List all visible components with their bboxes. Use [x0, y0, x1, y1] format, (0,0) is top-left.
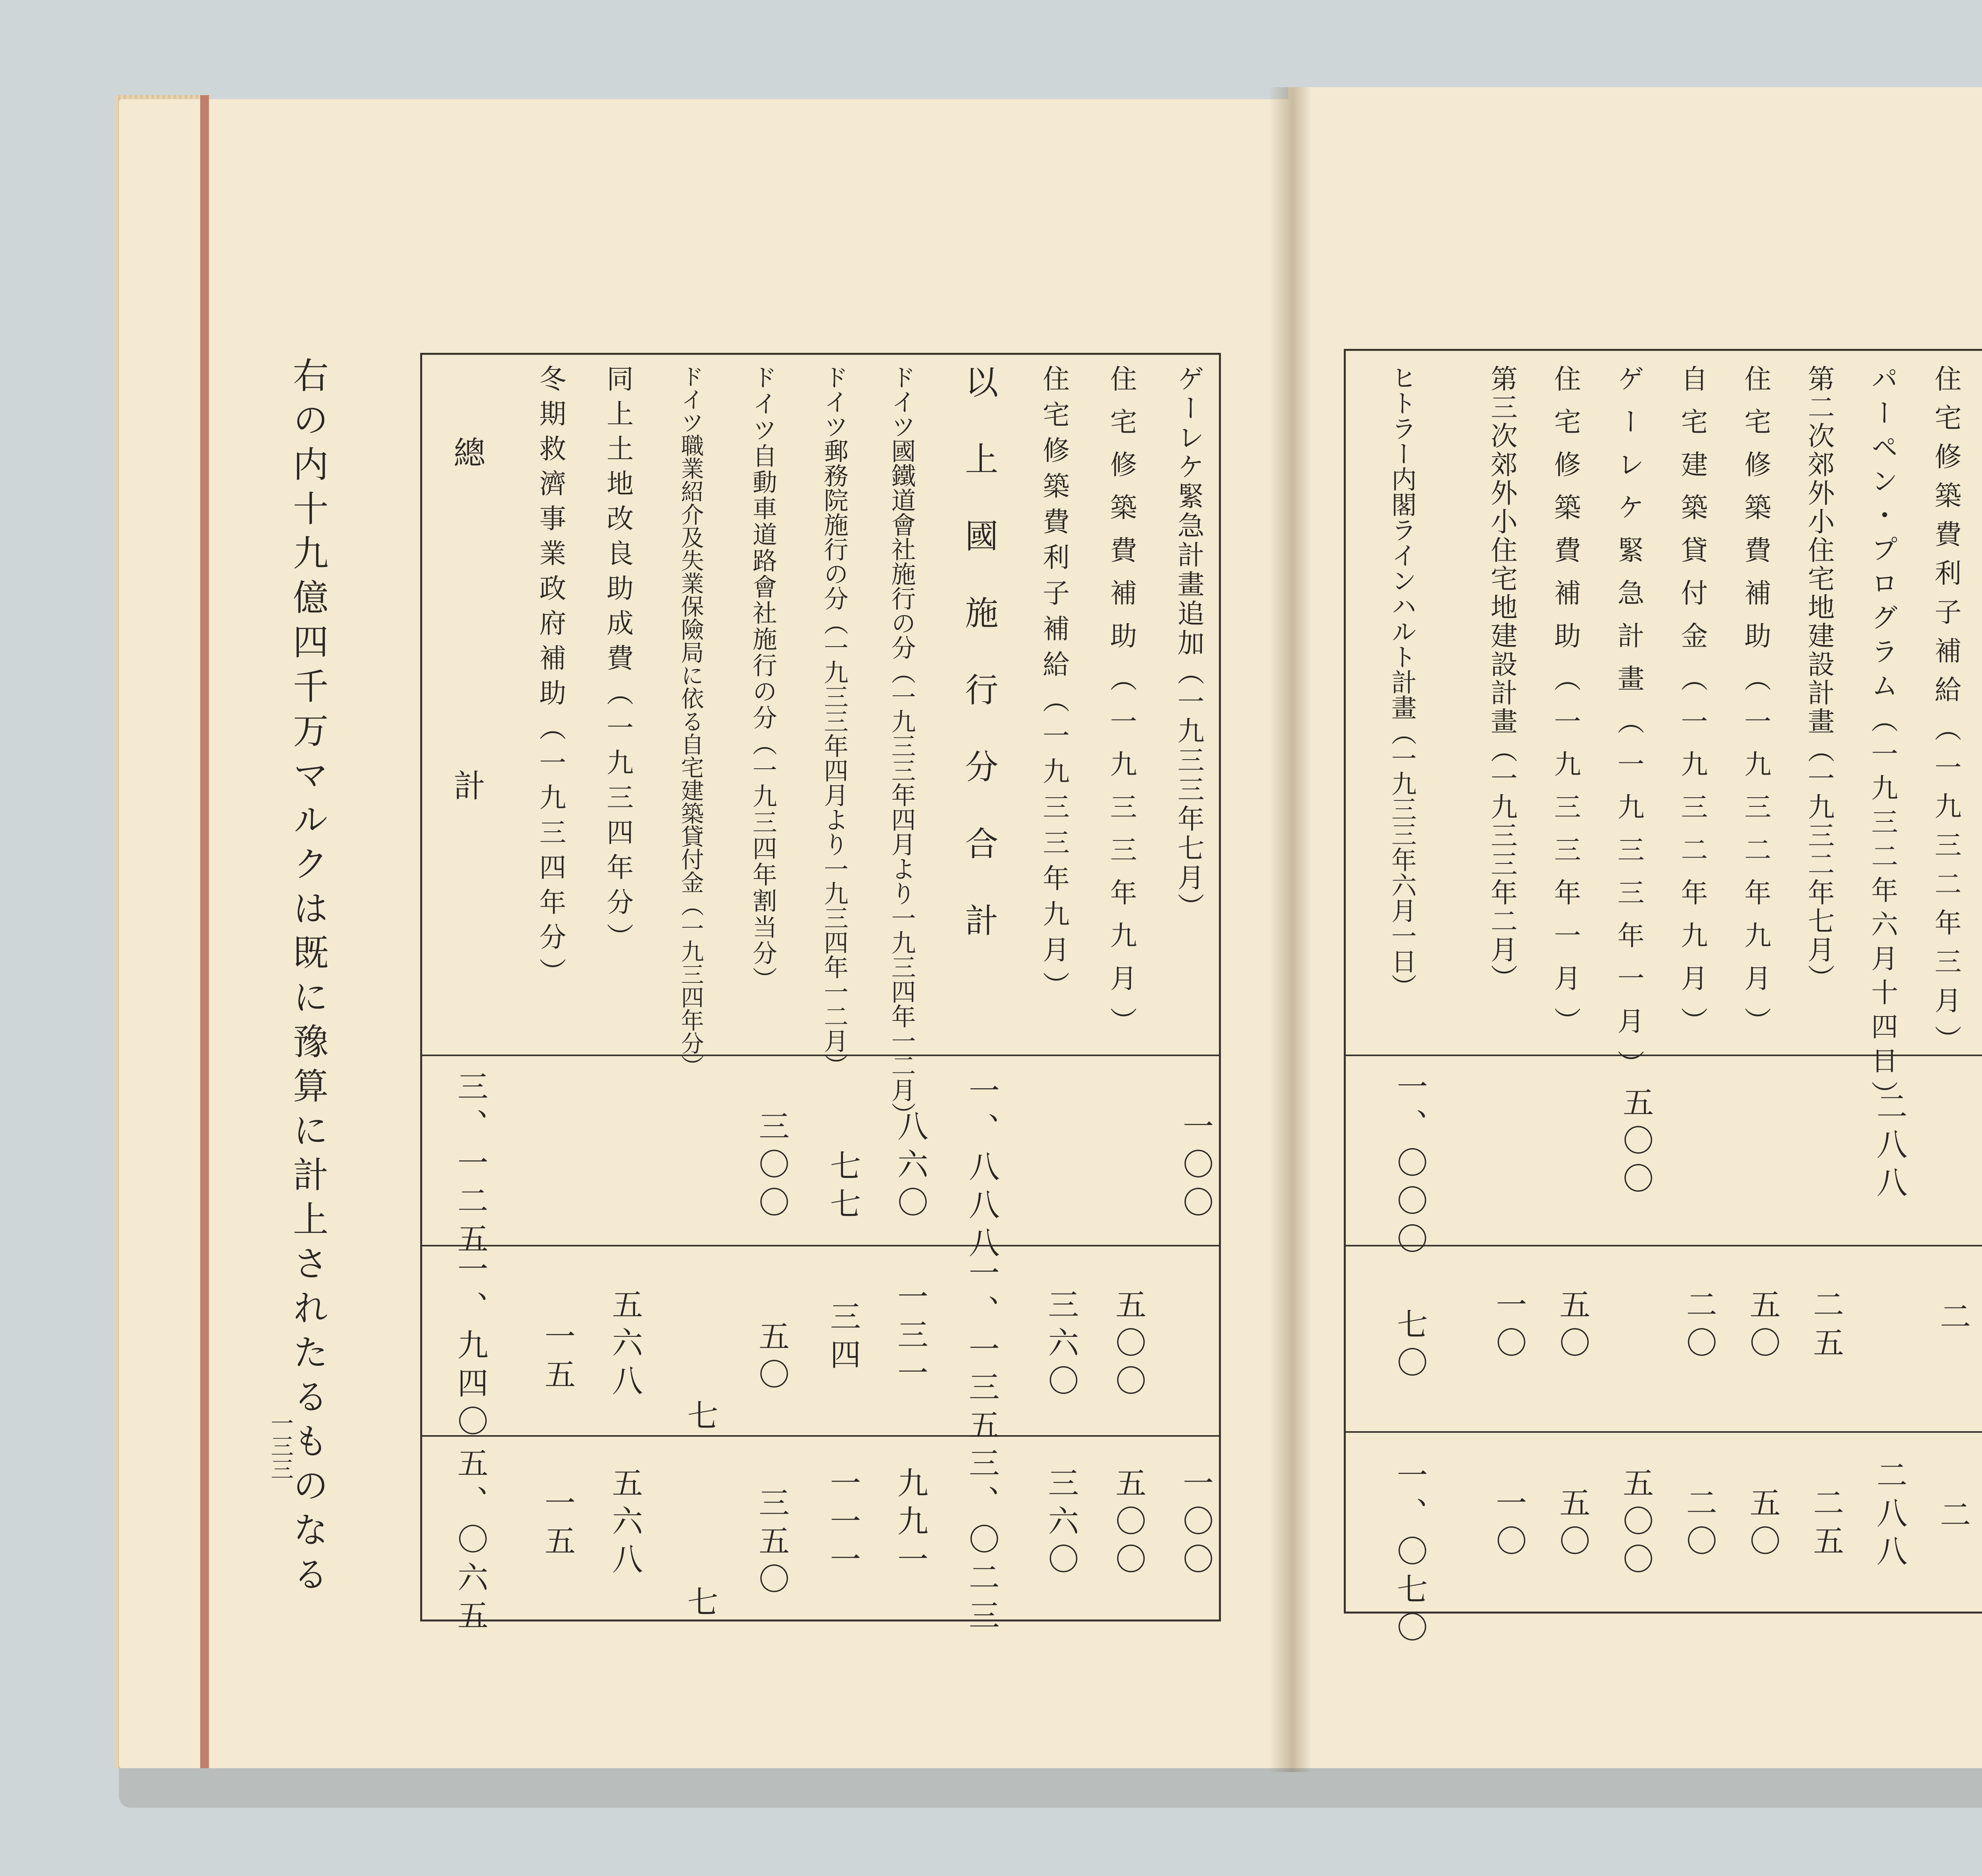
right-row-5-c2: 五〇 — [1745, 1288, 1780, 1365]
right-row-6-c3: 二〇 — [1681, 1487, 1717, 1563]
left-row-2-c2: 五〇〇 — [1110, 1288, 1146, 1403]
right-row-5-c3: 五〇 — [1745, 1487, 1780, 1563]
left-row-7-c1: 三〇〇 — [754, 1110, 789, 1224]
left-row-10-label: 冬期救濟事業政府補助（一九三四年分） — [535, 365, 566, 993]
right-table-row-divider-3 — [1344, 1431, 1982, 1433]
right-row-10-c1: 一、〇〇〇 — [1392, 1070, 1427, 1261]
right-row-3-label: パーペン・プログラム（一九三二年六月十四日） — [1867, 365, 1898, 1115]
left-row-8-label: ドイツ職業紹介及失業保險局に依る自宅建築貸付金（一九三四年分） — [677, 365, 704, 1078]
right-row-4-c3: 二五 — [1808, 1487, 1844, 1563]
left-row-3-c2: 三六〇 — [1043, 1288, 1079, 1403]
left-row-9-c2: 五六八 — [607, 1288, 643, 1403]
right-row-3-c3: 二八八 — [1871, 1459, 1907, 1573]
left-row-5-c3: 九九一 — [892, 1467, 928, 1581]
left-row-7-label: ドイツ自動車道路會社施行の分（一九三四年割当分） — [748, 365, 777, 993]
left-row-1-label: ゲーレケ緊急計畫追加（一九三三年七月） — [1173, 365, 1204, 922]
left-row-total-c2: 一、九四〇 — [452, 1253, 488, 1443]
page-edge-red-stripe — [200, 95, 209, 1768]
left-row-6-c1: 七七 — [825, 1150, 861, 1226]
left-row-5-c1: 八六〇 — [892, 1110, 928, 1224]
left-row-8-c3: 七 — [682, 1586, 718, 1624]
left-row-5-c2: 一三一 — [892, 1281, 928, 1395]
right-row-2-c3: 二 — [1935, 1499, 1971, 1537]
right-row-2-c2: 二 — [1935, 1300, 1971, 1338]
left-row-3-label: 住宅修築費利子補給（一九三三年九月） — [1038, 365, 1069, 1007]
right-row-7-c3: 五〇〇 — [1618, 1467, 1653, 1581]
left-row-4-c2: 一、一三五 — [964, 1257, 999, 1447]
left-row-6-label: ドイツ郵務院施行の分（一九三三年四月より一九三四年一二月） — [820, 365, 849, 1078]
right-row-10-c2: 七〇 — [1392, 1308, 1427, 1384]
right-row-9-label: 第三次郊外小住宅地建設計畫（一九三三年二月） — [1486, 365, 1517, 993]
right-row-2-label: 住宅修築費利子補給（一九三二年三月） — [1930, 365, 1961, 1064]
left-row-7-c2: 五〇 — [754, 1320, 789, 1396]
left-row-9-label: 同上土地改良助成費（一九三四年分） — [602, 365, 633, 958]
left-row-6-c3: 一一一 — [825, 1467, 861, 1581]
left-row-5-label: ドイツ國鐵道會社施行の分（一九三三年四月より一九三四年一二月） — [887, 365, 916, 1127]
right-row-10-label: ヒトラー内閣ラインハルト計畫（一九三三年六月一日） — [1387, 365, 1416, 999]
right-row-5-label: 住宅修築費補助（一九三二年九月） — [1740, 365, 1771, 1050]
right-row-9-c2: 一〇 — [1491, 1288, 1527, 1365]
left-row-7-c3: 三五〇 — [754, 1487, 789, 1601]
left-row-4-label: 以上國施行分合計 — [960, 365, 999, 980]
left-row-2-c3: 五〇〇 — [1110, 1467, 1146, 1581]
left-row-total-c1: 三、一二五 — [452, 1070, 488, 1261]
left-page-number: 一三三 — [267, 1411, 294, 1480]
right-row-4-label: 第二次郊外小住宅地建設計畫（一九三二年七月） — [1803, 365, 1835, 993]
left-row-3-c3: 三六〇 — [1043, 1467, 1079, 1581]
book-gutter — [1268, 87, 1312, 1772]
left-row-1-c1: 一〇〇 — [1178, 1110, 1213, 1224]
right-row-8-c2: 五〇 — [1554, 1288, 1590, 1365]
left-row-total-c3: 五、〇六五 — [452, 1447, 488, 1637]
right-row-10-c3: 一、〇七〇 — [1392, 1459, 1427, 1649]
right-row-7-c1: 五〇〇 — [1618, 1086, 1653, 1200]
right-row-8-c3: 五〇 — [1554, 1487, 1590, 1563]
left-row-9-c3: 五六八 — [607, 1467, 643, 1581]
left-row-4-c1: 一、八八八 — [964, 1074, 999, 1265]
left-row-2-label: 住宅修築費補助（一九三三年九月） — [1106, 365, 1137, 1050]
left-row-total-label: 總 計 — [448, 436, 485, 880]
right-row-3-c1: 二八八 — [1871, 1090, 1907, 1204]
left-row-1-c3: 一〇〇 — [1178, 1467, 1213, 1581]
left-row-10-c3: 一五 — [540, 1487, 575, 1563]
right-row-9-c3: 一〇 — [1491, 1487, 1527, 1563]
right-row-4-c2: 二五 — [1808, 1288, 1844, 1365]
right-row-6-label: 自宅建築貸付金（一九三二年九月） — [1676, 365, 1708, 1050]
left-table-row-divider-3 — [420, 1435, 1219, 1437]
left-row-10-c2: 一五 — [540, 1320, 575, 1396]
right-row-8-label: 住宅修築費補助（一九三三年一月） — [1550, 365, 1581, 1050]
right-row-6-c2: 二〇 — [1681, 1288, 1717, 1365]
left-row-4-c3: 三、〇二三 — [964, 1447, 999, 1637]
left-page-footer-text: 右の内十九億四千万マルクは既に豫算に計上されたるものなる — [287, 357, 328, 1600]
left-row-6-c2: 三四 — [825, 1300, 861, 1376]
left-row-8-c2: 七 — [682, 1399, 718, 1438]
right-row-7-label: ゲーレケ緊急計畫（一九三三年一月） — [1613, 365, 1644, 1093]
right-table-row-divider-2 — [1344, 1245, 1982, 1246]
left-table-row-divider-2 — [420, 1245, 1219, 1246]
